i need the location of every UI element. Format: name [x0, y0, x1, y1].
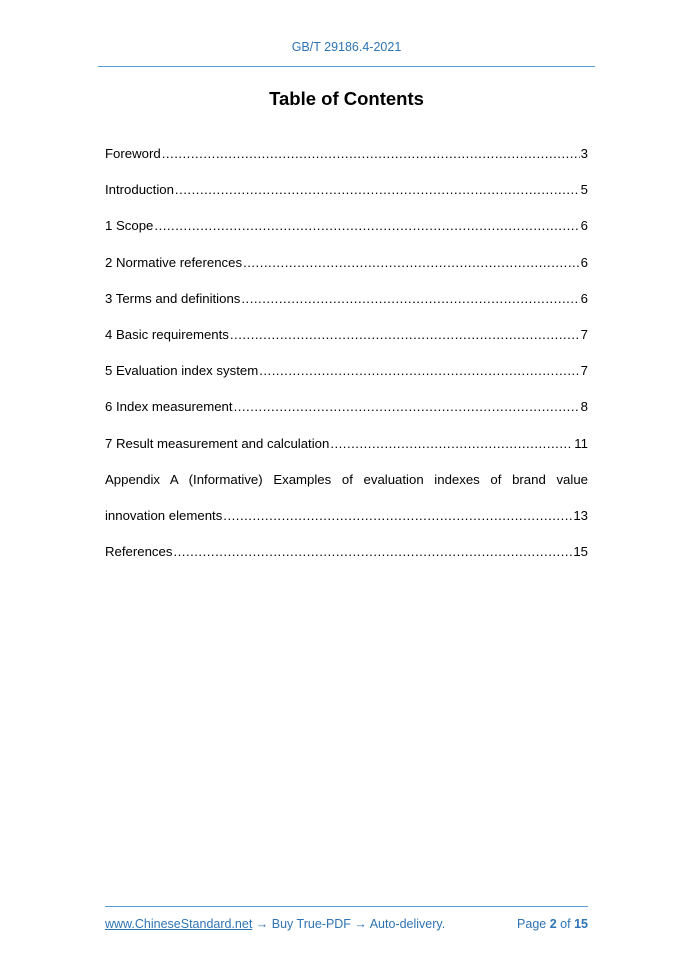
toc-entry-page: 3 [580, 146, 588, 161]
page-total: 15 [574, 917, 588, 931]
toc-entry-evaluation-index-system[interactable] [105, 361, 588, 397]
toc-entry-label: 3 Terms and definitions [105, 290, 241, 306]
toc-entry-page: 13 [573, 507, 588, 523]
footer-promo [105, 917, 445, 931]
header-divider [98, 66, 595, 67]
dot-leader [241, 289, 579, 309]
toc-entry-page: 6 [580, 290, 588, 306]
page-current: 2 [549, 917, 557, 931]
page-number [517, 917, 588, 931]
toc-entry-page: 6 [580, 254, 588, 270]
toc-entry-scope[interactable] [105, 216, 588, 252]
toc-entry-label: 4 Basic requirements [105, 326, 229, 342]
dot-leader [230, 325, 580, 345]
toc-entry-basic-requirements[interactable] [105, 325, 588, 361]
toc-entry-result-measurement[interactable] [105, 434, 588, 470]
page-footer [105, 917, 588, 935]
toc-entry-label: 2 Normative references [105, 254, 243, 270]
toc-entry-page: 7 [580, 363, 588, 379]
dot-leader [223, 506, 572, 526]
table-of-contents [105, 144, 588, 578]
dot-leader [234, 397, 580, 417]
website-link[interactable]: www.ChineseStandard.net [105, 917, 253, 931]
dot-leader [175, 180, 580, 200]
toc-entry-page: 5 [580, 182, 588, 198]
toc-entry-references[interactable] [105, 542, 588, 578]
toc-entry-label: 6 Index measurement [105, 399, 233, 415]
dot-leader [162, 144, 580, 164]
toc-entry-introduction[interactable] [105, 180, 588, 216]
toc-entry-page: 8 [580, 399, 588, 415]
dot-leader [259, 361, 579, 381]
toc-entry-label: 7 Result measurement and calculation [105, 435, 330, 451]
toc-entry-page: 6 [580, 218, 588, 234]
toc-entry-page: 15 [573, 544, 588, 560]
toc-entry-appendix-a[interactable] [105, 506, 588, 542]
toc-entry-label: Foreword [105, 146, 161, 161]
of-word: of [560, 917, 571, 931]
dot-leader [173, 542, 572, 562]
toc-entry-label: References [105, 544, 173, 560]
running-header: GB/T 29186.4-2021 [291, 40, 402, 54]
page-title: Table of Contents [269, 88, 424, 109]
dot-leader [154, 216, 579, 236]
footer-divider [105, 906, 588, 907]
toc-entry-label: 1 Scope [105, 218, 154, 234]
toc-entry-foreword[interactable] [105, 144, 588, 180]
toc-entry-page: 11 [574, 435, 588, 451]
dot-leader [243, 253, 580, 273]
toc-entry-appendix-a-line1[interactable]: Appendix A (Informative) Examples of evaluation indexes of brand value [105, 471, 588, 487]
dot-leader [330, 434, 573, 454]
toc-entry-index-measurement[interactable] [105, 397, 588, 433]
toc-entry-normative-references[interactable] [105, 253, 588, 289]
toc-entry-label: innovation elements [105, 507, 223, 523]
toc-entry-page: 7 [580, 326, 588, 342]
toc-entry-label: 5 Evaluation index system [105, 363, 259, 379]
toc-entry-terms-definitions[interactable] [105, 289, 588, 325]
footer-promo-text: → Buy True-PDF → Auto-delivery. [252, 917, 446, 931]
page-word: Page [517, 917, 547, 931]
toc-entry-label: Introduction [105, 182, 174, 198]
